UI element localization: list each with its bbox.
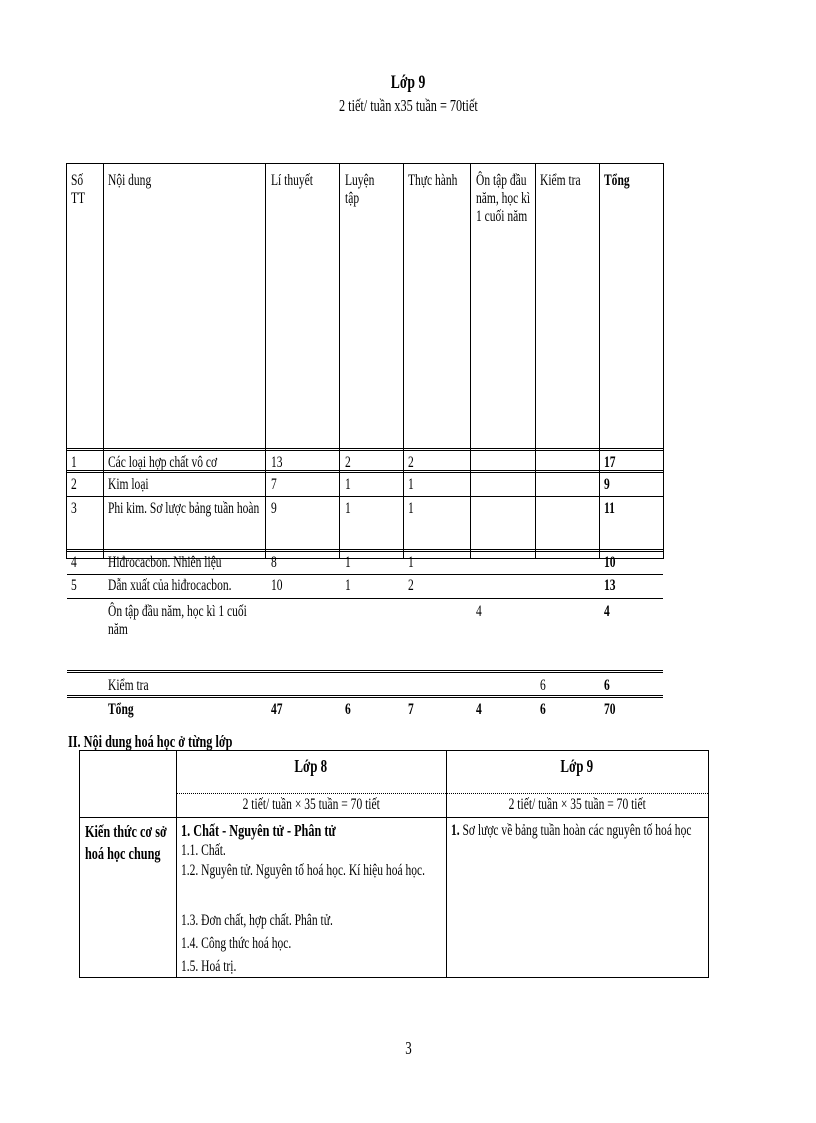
- header-practice: Luyện tập: [345, 172, 375, 207]
- header-stt: Số TT: [71, 172, 86, 207]
- lesson-distribution-table: Số TT Nội dung Lí thuyết Luyện tập Thực hành Ôn tập đầu năm, học kì 1 cuối năm Kiểm tra Tổng 1 Các loại hợp chất vô cơ 13 2 2 17 2 Kim loại 7 1 1 9 3 Phi kim. Sơ lược bảng tuần hoàn 9 1 1 11 4 Hiđrocacbon. Nhiên liệu 8 1 1 10 5 Dẫn xuất của hiđrocacbon. 10 1 2 13 Ôn tập đầu năm, học kì 1 cuối năm 4 4 Kiểm tra 6 6 Tổng 47 6 7 4 6 70: [66, 163, 664, 559]
- header-theory: Lí thuyết: [271, 172, 313, 189]
- grade9-subtitle: 2 tiết/ tuần × 35 tuần = 70 tiết: [508, 796, 646, 813]
- grade8-item: 1.3. Đơn chất, hợp chất. Phân tử.: [181, 912, 333, 929]
- grade8-title: Lớp 8: [294, 756, 328, 776]
- grade8-item: 1.5. Hoá trị.: [181, 958, 237, 975]
- section-heading: II. Nội dung hoá học ở từng lớp: [68, 732, 233, 751]
- grade9-content: 1. Sơ lược về bảng tuần hoàn các nguyên tố hoá học: [451, 822, 692, 839]
- content-by-grade-table: [79, 750, 709, 978]
- grade9-title: Lớp 9: [560, 756, 594, 776]
- grade8-subtitle: 2 tiết/ tuần × 35 tuần = 70 tiết: [242, 796, 380, 813]
- grade8-item: 1.4. Công thức hoá học.: [181, 935, 292, 952]
- grade8-item: 1.1. Chất.: [181, 842, 226, 859]
- grade8-item: 1.2. Nguyên tử. Nguyên tố hoá học. Kí hiệu hoá học.: [181, 862, 425, 879]
- page-subtitle: 2 tiết/ tuần x35 tuần = 70tiết: [338, 96, 478, 115]
- header-total: Tổng: [604, 172, 630, 189]
- header-test: Kiểm tra: [540, 172, 581, 189]
- page-title: Lớp 9: [390, 72, 426, 93]
- grade8-heading: 1. Chất - Nguyên tử - Phân tử: [181, 821, 336, 840]
- header-lab: Thực hành: [408, 172, 458, 189]
- page-number: 3: [404, 1038, 412, 1058]
- header-content: Nội dung: [108, 172, 152, 189]
- row-label: Kiến thức cơ sở hoá học chung: [85, 822, 167, 863]
- header-review: Ôn tập đầu năm, học kì 1 cuối năm: [476, 172, 531, 225]
